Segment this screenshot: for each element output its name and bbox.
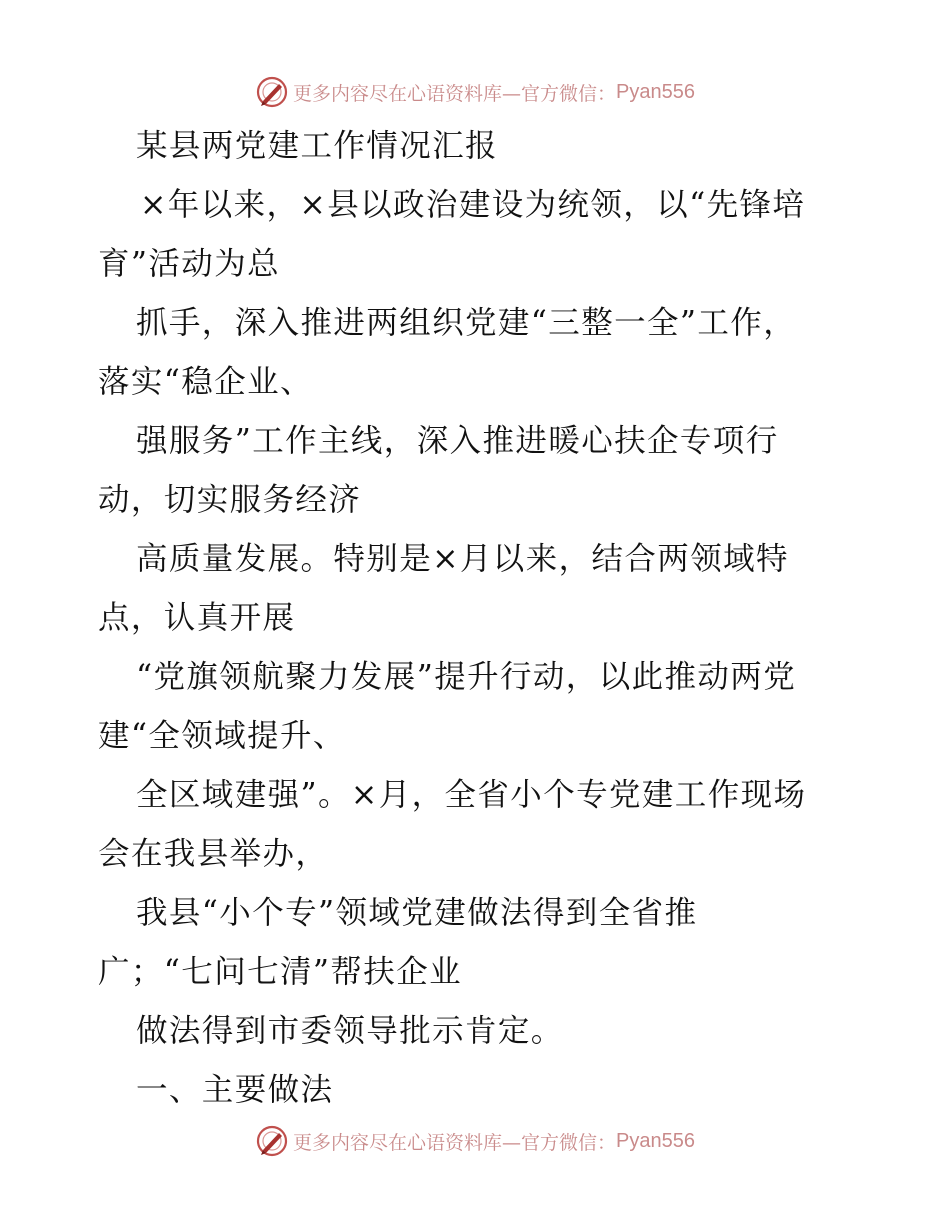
paragraph-line: “党旗领航聚力发展”提升行动，以此推动两党 — [136, 659, 797, 695]
paragraph-line: 建“全领域提升、 — [98, 718, 346, 754]
paragraph-line: 点，认真开展 — [98, 600, 296, 636]
paragraph-line: 育”活动为总 — [98, 246, 281, 282]
paragraph-line: 做法得到市委领导批示肯定。 — [136, 1013, 564, 1049]
paragraph-line: ×年以来，×县以政治建设为统领，以“先锋培 — [140, 187, 806, 223]
watermark-text: 更多内容尽在心语资料库—官方微信： — [293, 82, 617, 105]
watermark-banner-bottom — [0, 1121, 950, 1161]
paragraph-line: 落实“稳企业、 — [98, 364, 313, 400]
paragraph-line: 广；“七问七清”帮扶企业 — [98, 954, 463, 990]
paragraph-line: 强服务”工作主线，深入推进暖心扶企专项行 — [136, 423, 779, 459]
paragraph-line: 抓手，深入推进两组织党建“三整一全”工作， — [136, 305, 797, 341]
paragraph-line: 动，切实服务经济 — [98, 482, 362, 518]
paragraph-line: 我县“小个专”领域党建做法得到全省推 — [136, 895, 698, 931]
paragraph-line: 高质量发展。特别是×月以来，结合两领域特 — [136, 541, 789, 577]
paragraph-line: 全区域建强”。×月，全省小个专党建工作现场 — [136, 777, 807, 813]
watermark-wechat-id: Pyan556 — [616, 1129, 695, 1152]
watermark-wechat-id: Pyan556 — [616, 80, 695, 103]
section-heading: 一、主要做法 — [136, 1072, 334, 1108]
document-title: 某县两党建工作情况汇报 — [136, 128, 498, 164]
pen-logo-icon — [255, 1124, 289, 1158]
paragraph-line: 会在我县举办， — [98, 836, 329, 872]
watermark-text: 更多内容尽在心语资料库—官方微信： — [293, 1131, 617, 1154]
